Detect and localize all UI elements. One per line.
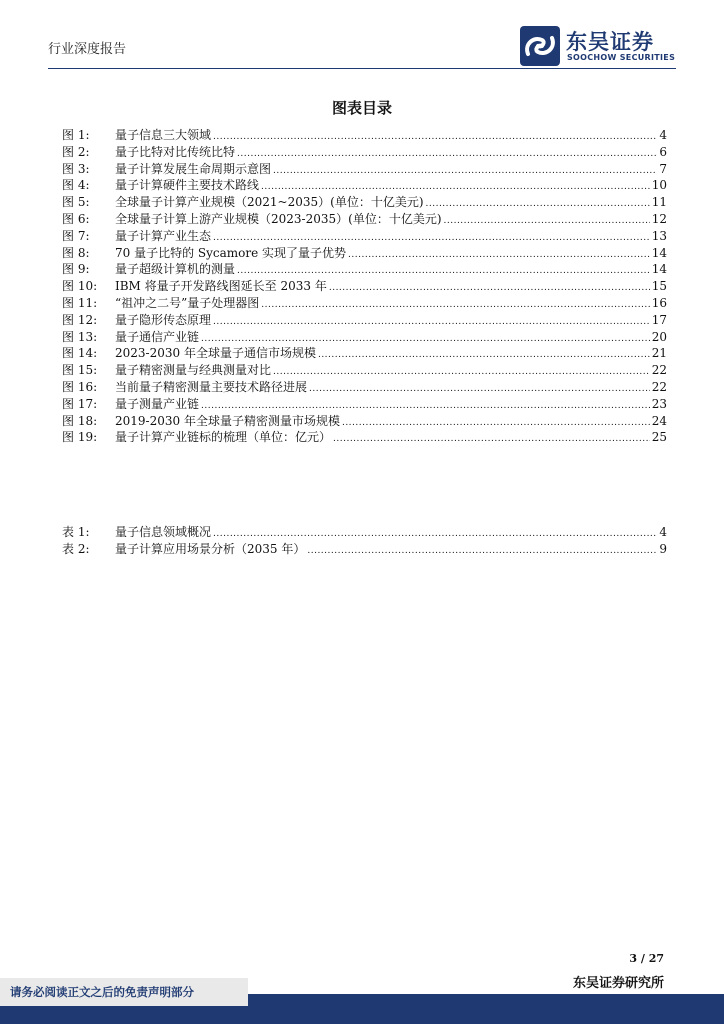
toc-entry-page: 11: [651, 195, 667, 210]
page-number: 3 / 27: [629, 952, 664, 965]
toc-dot-leader: [333, 429, 650, 446]
toc-entry[interactable]: [62, 228, 667, 245]
figure-list: [62, 127, 667, 446]
toc-entry-number: 图 17:: [62, 396, 98, 411]
toc-dot-leader: [201, 396, 650, 413]
toc-dot-leader: [444, 211, 650, 228]
toc-dot-leader: [237, 144, 657, 161]
toc-dot-leader: [309, 379, 650, 396]
toc-entry-number: 图 2:: [62, 144, 90, 159]
report-type: 行业深度报告: [48, 42, 127, 57]
footer-org: 东吴证券研究所: [572, 976, 664, 991]
toc-entry-number: 图 6:: [62, 211, 90, 226]
toc-dot-leader: [426, 194, 650, 211]
toc-entry-title: 量子通信产业链: [115, 329, 200, 344]
toc-entry-page: 4: [659, 128, 667, 142]
toc-entry-page: 14: [651, 245, 667, 260]
toc-entry-number: 图 14:: [62, 346, 98, 361]
logo-chinese-name: 东吴证券: [566, 30, 654, 54]
toc-entry-number: 图 15:: [62, 363, 98, 378]
toc-entry-title: 量子测量产业链: [115, 396, 200, 411]
toc-entry-title: 量子计算硬件主要技术路线: [115, 178, 260, 193]
toc-entry[interactable]: [62, 329, 667, 346]
toc-entry-page: 14: [651, 262, 667, 277]
toc-dot-leader: [213, 524, 657, 541]
table-list: [62, 524, 667, 558]
toc-entry-number: 图 4:: [62, 178, 90, 193]
disclaimer-text: 请务必阅读正文之后的免责声明部分: [10, 985, 194, 999]
toc-entry[interactable]: [62, 261, 667, 278]
toc-entry-number: 图 13:: [62, 329, 98, 344]
toc-entry-title: 量子隐形传态原理: [115, 312, 212, 327]
toc-dot-leader: [261, 177, 650, 194]
toc-entry-number: 表 2:: [62, 541, 90, 556]
toc-entry-page: 16: [651, 295, 667, 310]
toc-entry-title: 全球量子计算上游产业规模（2023-2035）(单位：十亿美元): [115, 211, 442, 226]
toc-entry[interactable]: [62, 144, 667, 161]
toc-entry-title: 量子比特对比传统比特: [115, 144, 236, 159]
toc-entry-number: 表 1:: [62, 525, 90, 539]
toc-entry-number: 图 9:: [62, 262, 90, 277]
toc-entry-number: 图 12:: [62, 312, 98, 327]
toc-entry[interactable]: [62, 211, 667, 228]
toc-entry-number: 图 19:: [62, 430, 98, 445]
toc-entry[interactable]: [62, 524, 667, 541]
toc-entry-title: 量子信息领域概况: [115, 525, 212, 539]
toc-entry-number: 图 7:: [62, 228, 90, 243]
toc-entry-number: 图 3:: [62, 161, 90, 176]
toc-dot-leader: [213, 127, 657, 144]
toc-entry-page: 15: [651, 279, 667, 294]
toc-dot-leader: [307, 541, 657, 558]
toc-entry-title: 70 量子比特的 Sycamore 实现了量子优势: [115, 245, 347, 260]
toc-entry-page: 23: [651, 396, 667, 411]
toc-dot-leader: [201, 329, 650, 346]
toc-entry-title: 2023-2030 年全球量子通信市场规模: [115, 346, 316, 361]
toc-entry-page: 24: [651, 413, 667, 428]
toc-entry[interactable]: [62, 345, 667, 362]
toc-entry-page: 13: [651, 228, 667, 243]
soochow-logo-icon: [520, 26, 560, 66]
toc-entry-title: 量子计算发展生命周期示意图: [115, 161, 272, 176]
toc-dot-leader: [261, 295, 649, 312]
toc-entry-number: 图 18:: [62, 413, 98, 428]
toc-entry[interactable]: [62, 295, 667, 312]
toc-entry[interactable]: [62, 194, 667, 211]
toc-dot-leader: [273, 362, 650, 379]
toc-entry-title: 2019-2030 年全球量子精密测量市场规模: [115, 413, 340, 428]
toc-entry-page: 21: [651, 346, 667, 361]
company-logo: [520, 26, 676, 66]
toc-entry[interactable]: [62, 161, 667, 178]
logo-english-name: SOOCHOW SECURITIES: [567, 53, 676, 62]
toc-entry-number: 图 5:: [62, 195, 90, 210]
toc-dot-leader: [318, 345, 650, 362]
toc-dot-leader: [237, 261, 650, 278]
toc-entry-number: 图 8:: [62, 245, 90, 260]
toc-entry-page: 25: [651, 430, 667, 445]
toc-dot-leader: [342, 413, 650, 430]
toc-entry-page: 7: [659, 161, 667, 176]
toc-entry-title: 量子计算应用场景分析（2035 年）: [115, 541, 306, 556]
toc-entry[interactable]: [62, 278, 667, 295]
toc-entry-title: “祖冲之二号”量子处理器图: [115, 295, 260, 310]
toc-dot-leader: [213, 312, 650, 329]
toc-entry-page: 10: [651, 178, 667, 193]
toc-dot-leader: [213, 228, 650, 245]
disclaimer-box: [0, 978, 248, 1006]
toc-entry[interactable]: [62, 362, 667, 379]
toc-entry-page: 4: [659, 525, 667, 539]
toc-entry[interactable]: [62, 541, 667, 558]
toc-entry-page: 22: [651, 379, 667, 394]
toc-entry[interactable]: [62, 177, 667, 194]
toc-entry[interactable]: [62, 245, 667, 262]
toc-entry-page: 17: [651, 312, 667, 327]
toc-entry-page: 22: [651, 363, 667, 378]
toc-entry-title: 量子计算产业链标的梳理（单位：亿元）: [115, 430, 332, 445]
toc-entry[interactable]: [62, 396, 667, 413]
toc-entry-number: 图 1:: [62, 128, 90, 142]
toc-entry-title: 当前量子精密测量主要技术路径进展: [115, 379, 308, 394]
toc-entry[interactable]: [62, 413, 667, 430]
toc-entry-title: 量子信息三大领域: [115, 128, 212, 142]
toc-entry-number: 图 10:: [62, 279, 98, 294]
toc-dot-leader: [273, 161, 657, 178]
header-divider: [48, 68, 676, 69]
toc-dot-leader: [348, 245, 650, 262]
toc-entry-title: 全球量子计算产业规模（2021~2035）(单位：十亿美元): [115, 195, 424, 210]
toc-entry-page: 20: [651, 329, 667, 344]
toc-entry-title: IBM 将量子开发路线图延长至 2033 年: [115, 279, 327, 294]
toc-dot-leader: [329, 278, 650, 295]
toc-entry[interactable]: [62, 379, 667, 396]
toc-entry-page: 9: [659, 541, 667, 556]
toc-entry-page: 12: [651, 211, 667, 226]
toc-entry-number: 图 16:: [62, 379, 98, 394]
toc-entry[interactable]: [62, 312, 667, 329]
toc-entry-title: 量子精密测量与经典测量对比: [115, 363, 272, 378]
toc-entry-number: 图 11:: [62, 295, 98, 310]
toc-entry-title: 量子计算产业生态: [115, 228, 212, 243]
toc-entry-title: 量子超级计算机的测量: [115, 262, 236, 277]
toc-entry[interactable]: [62, 429, 667, 446]
toc-entry[interactable]: [62, 127, 667, 144]
toc-entry-page: 6: [659, 144, 667, 159]
toc-title: 图表目录: [331, 99, 392, 117]
